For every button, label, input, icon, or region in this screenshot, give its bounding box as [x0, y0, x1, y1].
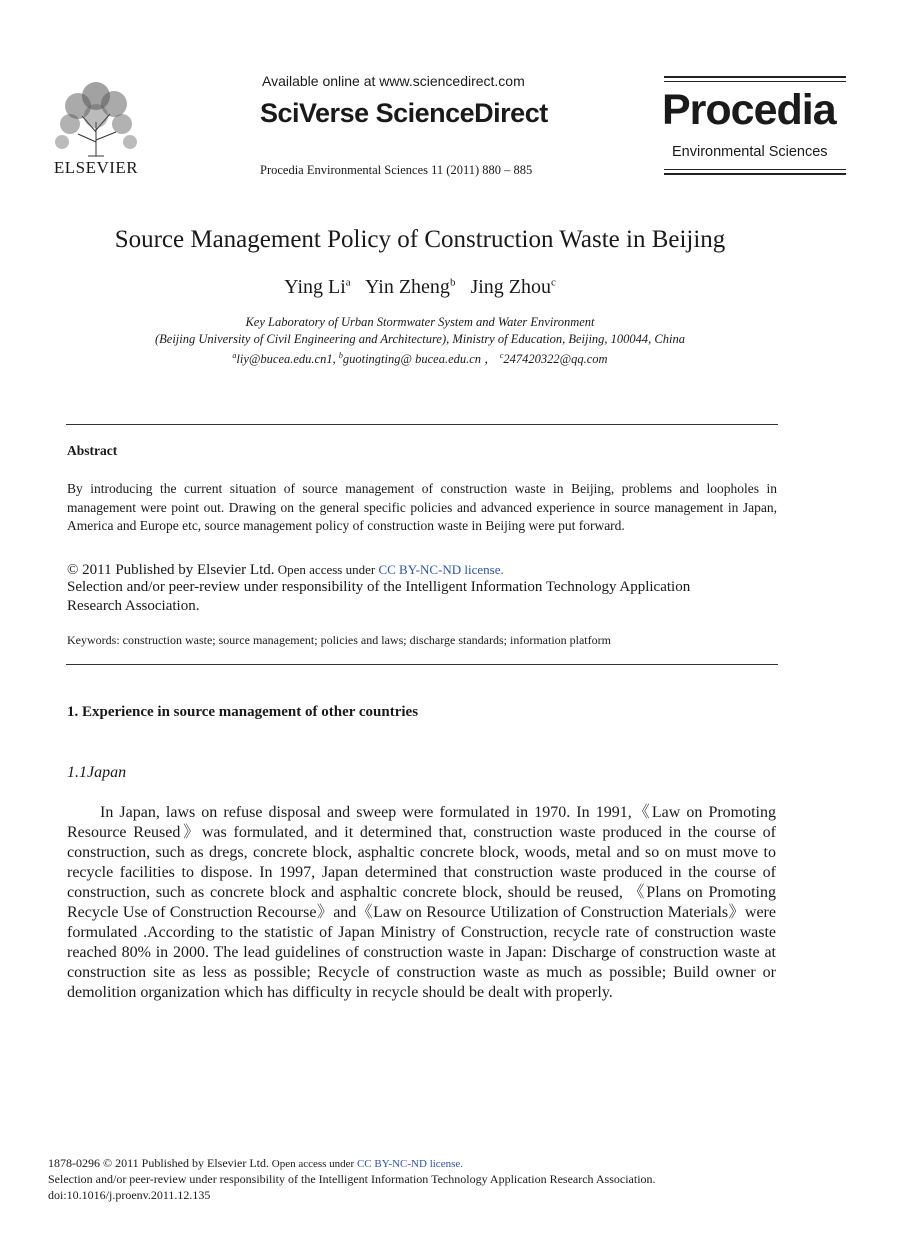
author-emails — [0, 349, 840, 367]
body-paragraph: In Japan, laws on refuse disposal and sweep were formulated in 1970. In 1991,《Law on Promoting Resource Reused》was formulated, and it determined that, construction waste produced in the course of construction, such as dregs, concrete block, asphaltic concrete block, woods, metal and so on must move to recycle facilities to dispose. In 1997, Japan determined that construction waste produced in the course of construction, such as concrete block and asphaltic concrete block, should be reused, 《Plans on Promoting Recycle Use of Construction Recourse》and《Law on Resource Utilization of Construction Materials》were formulated .According to the statistic of Japan Ministry of Construction, recycle rate of construction waste reached 80% in 2000. The lead guidelines of construction waste in Japan: Discharge of construction waste at construction site as less as possible; Recycle of construction waste as much as possible; Build owner or demolition organization which has difficulty in recycle should be dealt with properly. — [67, 804, 777, 1001]
author-mark: c — [551, 276, 556, 289]
peer-review-line: Selection and/or peer-review under responsibility of the Intelligent Information Technology Application — [67, 579, 691, 595]
peer-review-line: Research Association. — [67, 598, 200, 614]
procedia-logo: Procedia — [662, 86, 836, 134]
email-mark: b — [338, 350, 343, 360]
footer-issn: 1878-0296 © 2011 Published by Elsevier Ltd. — [48, 1156, 269, 1170]
email-address[interactable]: liy@bucea.edu.cn1, — [236, 352, 339, 366]
author-mark: b — [449, 276, 456, 289]
abstract-heading: Abstract — [67, 443, 118, 458]
footer-peer-review: Selection and/or peer-review under responsibility of the Intelligent Information Technology Application Research Association. — [48, 1172, 656, 1186]
footer-copyright — [48, 1155, 463, 1172]
procedia-rule-top-thin — [664, 81, 846, 82]
email-mark: a — [232, 350, 237, 360]
abstract-bottom-rule — [66, 664, 778, 665]
abstract-top-rule — [66, 424, 778, 425]
footer-license-link[interactable]: CC BY-NC-ND license. — [356, 1158, 463, 1170]
license-link[interactable]: CC BY-NC-ND license. — [378, 562, 504, 577]
peer-review-statement — [67, 578, 777, 616]
author-name: Jing Zhou — [470, 276, 551, 298]
elsevier-wordmark: ELSEVIER — [53, 158, 139, 177]
author-mark: a — [345, 276, 351, 289]
sciverse-sciencedirect-logo: SciVerse ScienceDirect — [260, 98, 548, 128]
email-mark: c — [499, 350, 504, 360]
email-address[interactable]: 247420322@qq.com — [503, 352, 608, 366]
subsection-heading: 1.1Japan — [67, 764, 127, 781]
footer-doi[interactable]: doi:10.1016/j.proenv.2011.12.135 — [48, 1188, 211, 1202]
keywords: Keywords: construction waste; source management; policies and laws; discharge standards; information platform — [67, 633, 611, 647]
affiliation-line-1: Key Laboratory of Urban Stormwater System and Water Environment — [245, 315, 595, 329]
email-address[interactable]: guotingting@ bucea.edu.cn ， — [342, 352, 500, 366]
open-access-text: Open access under — [274, 562, 379, 577]
available-online-link[interactable]: Available online at www.sciencedirect.com — [262, 73, 525, 89]
author-list — [0, 276, 840, 299]
copyright-line — [67, 562, 504, 579]
paper-title: Source Management Policy of Construction Waste in Beijing — [114, 226, 726, 253]
author-name: Ying Li — [284, 276, 346, 298]
abstract-text: By introducing the current situation of source management of construction waste in Beijing, problems and loopholes in management were point out. Drawing on the general specific policies and advanced experience in source management in Japan, America and Europe etc, source management policy of construction waste in Beijing were put forward. — [67, 481, 777, 533]
copyright-text: © 2011 Published by Elsevier Ltd. — [67, 562, 275, 578]
procedia-subtitle: Environmental Sciences — [672, 144, 828, 160]
journal-reference: Procedia Environmental Sciences 11 (2011) 880 – 885 — [260, 163, 533, 177]
procedia-rule-top — [664, 76, 846, 78]
procedia-rule-bottom-thin — [664, 169, 846, 170]
affiliation-line-2: (Beijing University of Civil Engineering and Architecture), Ministry of Education, Beijing, 100044, China — [154, 332, 685, 346]
author-name: Yin Zheng — [364, 276, 450, 298]
section-heading: 1. Experience in source management of other countries — [67, 704, 419, 720]
footer-open-access: Open access under — [269, 1158, 357, 1170]
procedia-rule-bottom — [664, 173, 846, 175]
